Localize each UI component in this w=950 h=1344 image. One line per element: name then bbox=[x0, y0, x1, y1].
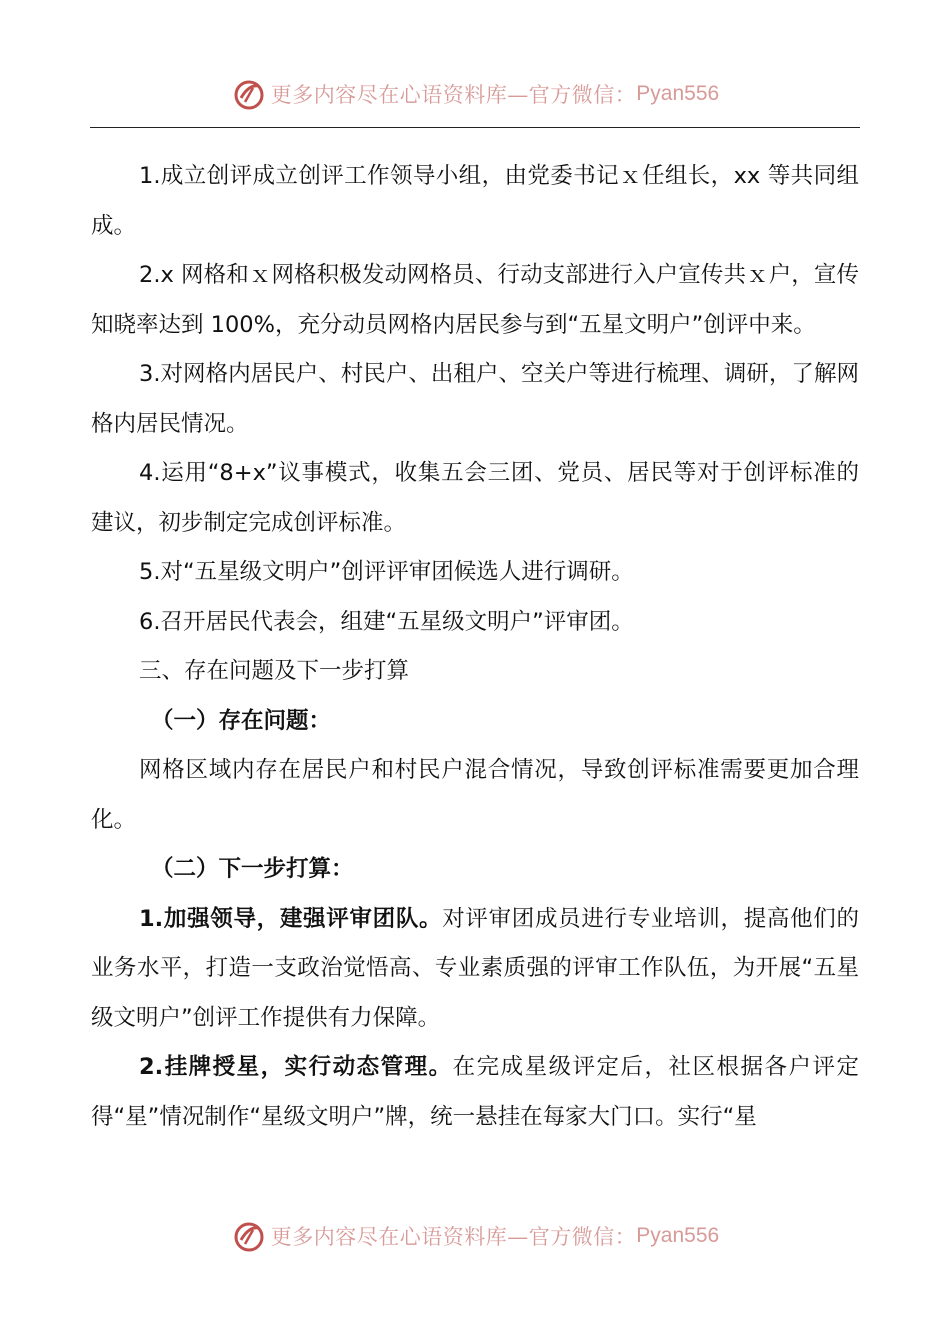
plan-1-lead: 1.加强领导，建强评审团队。 bbox=[139, 905, 443, 932]
paragraph-3: 3.对网格内居民户、村民户、出租户、空关户等进行梳理、调研，了解网格内居民情况。 bbox=[91, 361, 859, 437]
paragraph-1: 1.成立创评成立创评工作领导小组，由党委书记ｘ任组长，xx 等共同组成。 bbox=[91, 163, 859, 239]
paragraph-6: 6.召开居民代表会，组建“五星级文明户”评审团。 bbox=[139, 608, 634, 635]
watermark-text: 更多内容尽在心语资料库—官方微信： bbox=[270, 1225, 637, 1249]
paragraph-plan-2 bbox=[91, 1043, 859, 1142]
paragraph-problem: 网格区域内存在居民户和村民户混合情况，导致创评标准需要更加合理化。 bbox=[91, 757, 859, 833]
subheading-problems: （一）存在问题： bbox=[151, 707, 332, 734]
section-heading-3: 三、存在问题及下一步打算 bbox=[139, 658, 410, 684]
watermark-logo-icon bbox=[231, 76, 267, 112]
paragraph-2: 2.x 网格和ｘ网格积极发动网格员、行动支部进行入户宣传共ｘ户，宣传知晓率达到 100%，充分动员网格内居民参与到“五星文明户”创评中来。 bbox=[91, 262, 859, 338]
document-body bbox=[91, 152, 859, 1142]
header-watermark bbox=[0, 72, 950, 116]
plan-2-lead: 2.挂牌授星，实行动态管理。 bbox=[139, 1054, 453, 1080]
plan-1-text: 对评审团成员进行专业培训，提高他们的业务水平，打造一支政治觉悟高、专业素质强的评审工作队伍，为开展“五星级文明户”创评工作提供有力保障。 bbox=[91, 905, 859, 1031]
plan-2-text: 在完成星级评定后，社区根据各户评定得“星”情况制作“星级文明户”牌，统一悬挂在每家大门口。实行“星 bbox=[91, 1054, 859, 1130]
paragraph-plan-1 bbox=[91, 895, 859, 1044]
watermark-text: 更多内容尽在心语资料库—官方微信： bbox=[270, 83, 637, 107]
paragraph-4: 4.运用“8+x”议事模式，收集五会三团、党员、居民等对于创评标准的建议，初步制定完成创评标准。 bbox=[91, 460, 859, 536]
watermark-logo-icon bbox=[231, 1218, 267, 1254]
watermark-id: Pyan556 bbox=[636, 82, 720, 105]
subheading-next-steps: （二）下一步打算： bbox=[151, 856, 354, 882]
paragraph-5: 5.对“五星级文明户”创评评审团候选人进行调研。 bbox=[139, 559, 634, 585]
header-divider bbox=[90, 127, 860, 128]
watermark-id: Pyan556 bbox=[636, 1224, 720, 1247]
footer-watermark bbox=[0, 1214, 950, 1258]
